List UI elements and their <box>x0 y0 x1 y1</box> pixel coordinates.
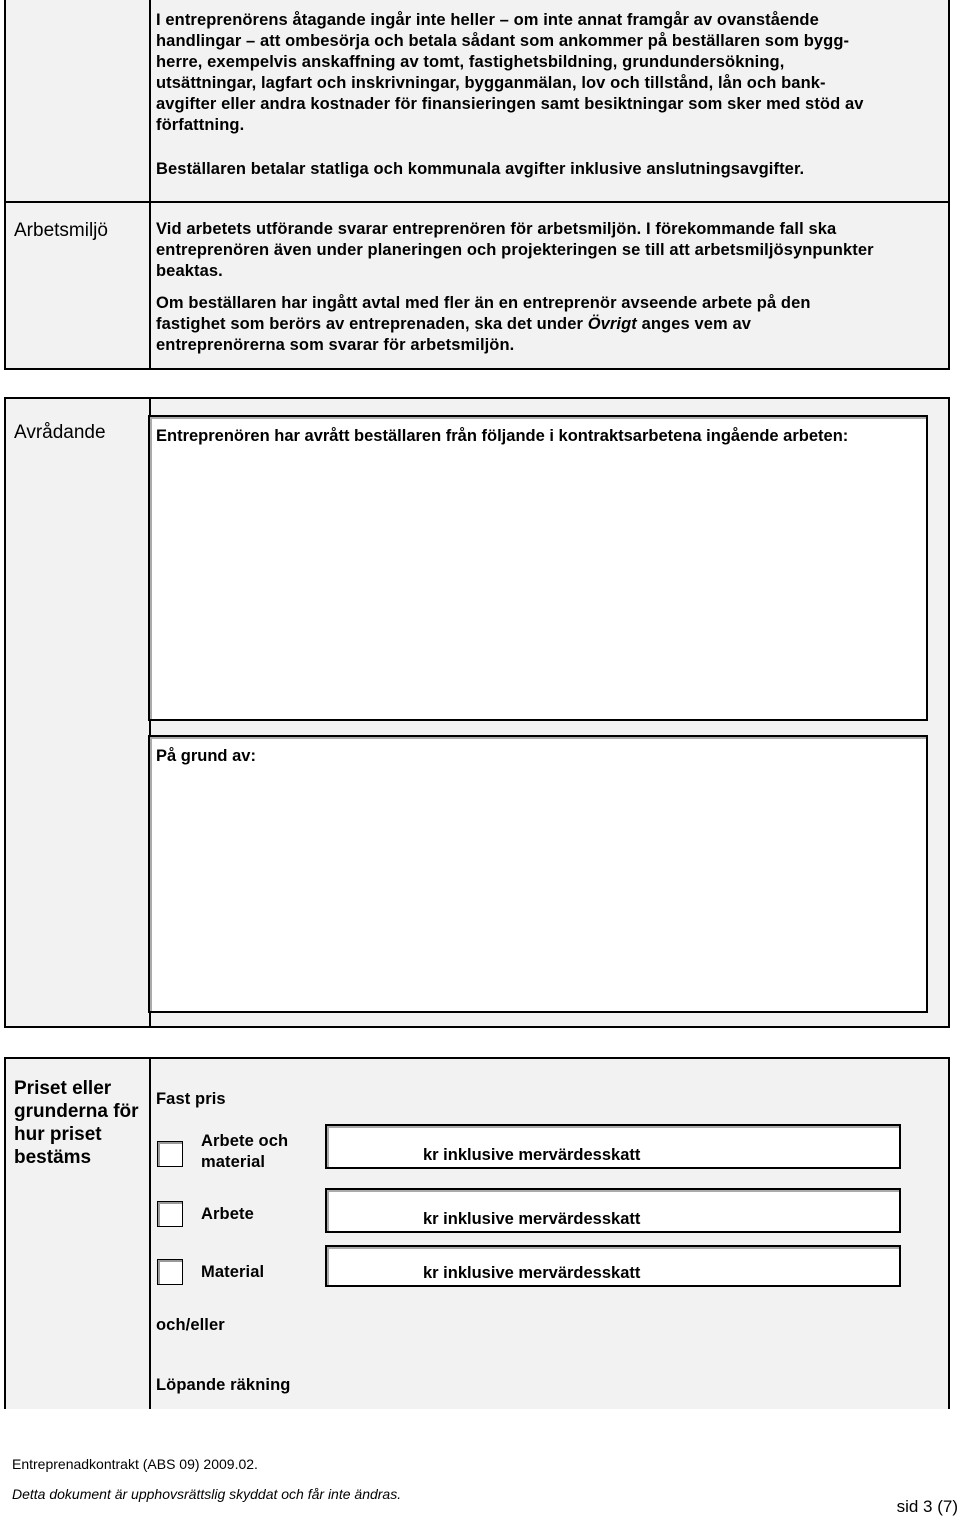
text-line: entreprenören även under planeringen och projekteringen se till att arbetsmiljösynpunkter <box>156 241 874 259</box>
text-italic: Övrigt <box>587 315 637 333</box>
column-divider <box>149 1059 151 1409</box>
page-number: sid 3 (7) <box>896 1497 958 1516</box>
footer-contract: Entreprenadkontrakt (ABS 09) 2009.02. <box>12 1456 258 1472</box>
label-fast-pris: Fast pris <box>156 1090 226 1108</box>
avradande-reason-field[interactable] <box>148 735 928 1013</box>
section-avradande <box>4 397 950 1028</box>
paragraph-fees: Beställaren betalar statliga och kommunala avgifter inklusive anslutningsavgifter. <box>156 160 805 178</box>
text-line: beaktas. <box>156 262 223 280</box>
text-line: Priset eller <box>14 1078 112 1099</box>
label-och-eller: och/eller <box>156 1316 225 1334</box>
price-field-arbete[interactable] <box>325 1188 901 1233</box>
text-line: Om beställaren har ingått avtal med fler än en entreprenör avseende arbete på den <box>156 294 811 312</box>
label-arbetsmiljo: Arbetsmiljö <box>14 220 108 241</box>
label-arbete-och-material <box>201 1131 288 1173</box>
footer-copyright: Detta dokument är upphovsrättslig skyddat och får inte ändras. <box>12 1486 402 1502</box>
label-material: Material <box>201 1263 265 1281</box>
text-line: Vid arbetets utförande svarar entreprenören för arbetsmiljön. I förekommande fall ska <box>156 220 837 238</box>
text-line: material <box>201 1153 266 1171</box>
text-line: författning. <box>156 116 245 134</box>
paragraph-exclusions <box>156 10 946 136</box>
text-line <box>156 314 946 335</box>
checkbox-material[interactable] <box>157 1259 183 1285</box>
text-line: Arbete och <box>201 1132 289 1150</box>
avradande-works-field[interactable] <box>148 415 928 721</box>
paragraph-arbetsmiljo-2 <box>156 293 946 356</box>
label-price <box>14 1077 139 1169</box>
text-line: handlingar – att ombesörja och betala sådant som ankommer på beställaren som bygg- <box>156 32 850 50</box>
section-general-terms <box>4 0 950 370</box>
checkbox-arbete-och-material[interactable] <box>157 1141 183 1167</box>
paragraph-arbetsmiljo-1 <box>156 219 946 282</box>
price-suffix: kr inklusive mervärdesskatt <box>423 1210 641 1228</box>
text-line: avgifter eller andra kostnader för finansieringen samt besiktningar som sker med stöd av <box>156 95 864 113</box>
row-divider <box>6 201 948 203</box>
column-divider <box>149 0 151 368</box>
avradande-works-label: Entreprenören har avrått beställaren från följande i kontraktsarbetena ingående arbeten: <box>156 427 849 445</box>
price-field-arbete-och-material[interactable] <box>325 1124 901 1169</box>
text-span: fastighet som berörs av entreprenaden, ska det under <box>156 315 588 333</box>
section-price <box>4 1057 950 1409</box>
text-line: hur priset <box>14 1124 102 1145</box>
text-line: entreprenörerna som svarar för arbetsmiljön. <box>156 336 515 354</box>
text-line: grunderna för <box>14 1101 139 1122</box>
avradande-reason-label: På grund av: <box>156 747 256 765</box>
text-line: I entreprenörens åtagande ingår inte heller – om inte annat framgår av ovanstående <box>156 11 819 29</box>
text-line: utsättningar, lagfart och inskrivningar, bygganmälan, lov och tillstånd, lån och bank- <box>156 74 826 92</box>
price-field-material[interactable] <box>325 1245 901 1287</box>
checkbox-arbete[interactable] <box>157 1201 183 1227</box>
text-line: herre, exempelvis anskaffning av tomt, fastighetsbildning, grundundersökning, <box>156 53 785 71</box>
text-line: bestäms <box>14 1147 92 1168</box>
label-arbete: Arbete <box>201 1205 254 1223</box>
label-lopande-rakning: Löpande räkning <box>156 1376 291 1394</box>
price-suffix: kr inklusive mervärdesskatt <box>423 1264 641 1282</box>
text-span: anges vem av <box>636 315 752 333</box>
label-avradande: Avrådande <box>14 422 106 443</box>
price-suffix: kr inklusive mervärdesskatt <box>423 1146 641 1164</box>
